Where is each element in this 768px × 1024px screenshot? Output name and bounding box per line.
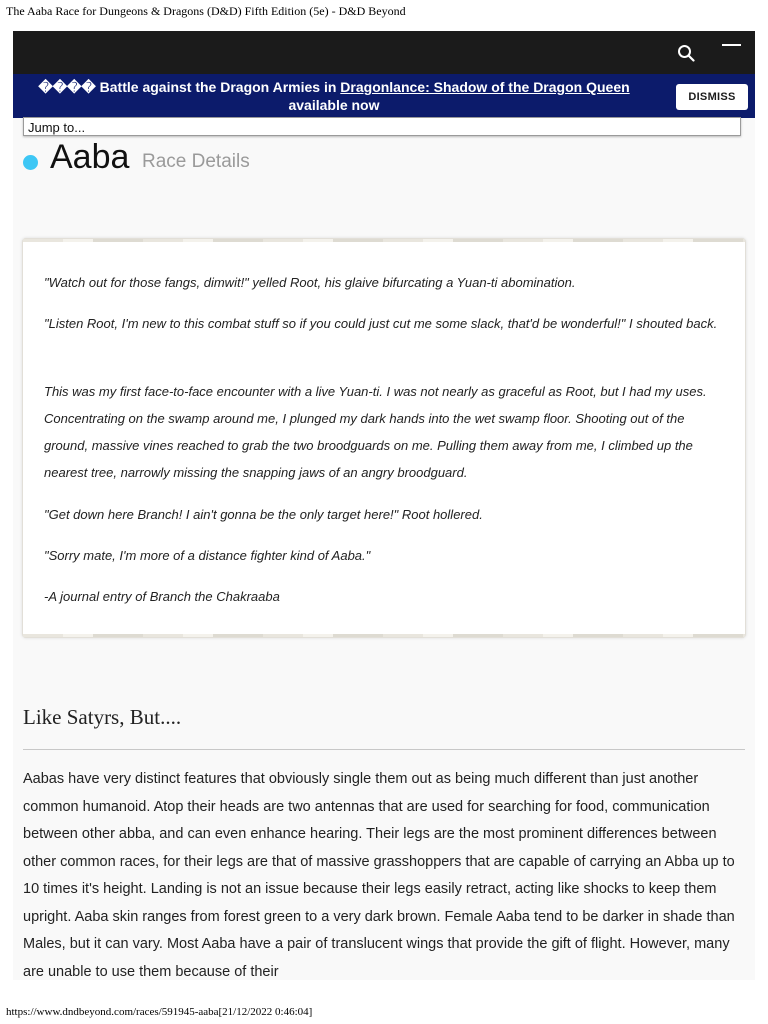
quote-paragraph: -A journal entry of Branch the Chakraaba xyxy=(44,589,280,604)
section-title: Like Satyrs, But.... xyxy=(23,705,182,729)
menu-icon[interactable] xyxy=(722,44,741,46)
page-subtitle: Race Details xyxy=(142,151,250,172)
jump-to-select[interactable]: Jump to... xyxy=(23,117,741,136)
race-dot-icon xyxy=(23,155,38,170)
page-title: Aaba xyxy=(50,138,130,176)
section-divider xyxy=(23,749,745,750)
dismiss-button[interactable]: DISMISS xyxy=(676,84,748,110)
print-footer: https://www.dndbeyond.com/races/591945-aaba[21/12/2022 0:46:04] xyxy=(6,1006,313,1018)
print-header: The Aaba Race for Dungeons & Dragons (D&D) Fifth Edition (5e) - D&D Beyond xyxy=(6,4,406,18)
quote-paragraph: "Get down here Branch! I ain't gonna be the only target here!" Root hollered. xyxy=(44,507,483,522)
page-content xyxy=(13,31,755,980)
banner-prefix: ���� Battle against the Dragon Armies in xyxy=(38,79,341,95)
banner-text xyxy=(33,78,635,114)
quote-paragraph: This was my first face-to-face encounter with a live Yuan-ti. I was not nearly as graceful as Root, but I had my uses. Concentrating on the swamp around me, I plunged my dark hands into the wet swamp floor. Shooting out of the ground, massive vines reached to grab the two broodguards on me. Pulling them away from me, I climbed up the nearest tree, narrowly missing the snapping jaws of an angry broodguard. xyxy=(44,384,707,480)
search-icon[interactable] xyxy=(677,44,695,62)
quote-box xyxy=(22,238,746,638)
top-navbar xyxy=(13,31,755,74)
banner-suffix: available now xyxy=(288,97,380,113)
quote-paragraph: "Sorry mate, I'm more of a distance fighter kind of Aaba." xyxy=(44,548,371,563)
banner-link[interactable]: Dragonlance: Shadow of the Dragon Queen xyxy=(340,79,630,95)
section-body: Aabas have very distinct features that obviously single them out as being much different than just another common humanoid. Atop their heads are two antennas that are used for searching for food, communication between other abba, and can even enhance hearing. Their legs are the most prominent differences between other common races, for their legs are that of massive grasshoppers that are capable of carrying an Abba up to 10 times it's height. Landing is not an issue because their legs easily retract, acting like shocks to keep them upright. Aaba skin ranges from forest green to a very dark brown. Female Aaba tend to be darker in shade than Males, but it can vary. Most Aaba have a pair of translucent wings that provide the gift of flight. However, many are unable to use them because of their xyxy=(23,771,735,980)
quote-paragraph: "Listen Root, I'm new to this combat stuff so if you could just cut me some slack, that'd be wonderful!" I shouted back. xyxy=(44,316,718,331)
quote-paragraph: "Watch out for those fangs, dimwit!" yelled Root, his glaive bifurcating a Yuan-ti abomination. xyxy=(44,275,576,290)
promo-banner xyxy=(13,74,755,118)
